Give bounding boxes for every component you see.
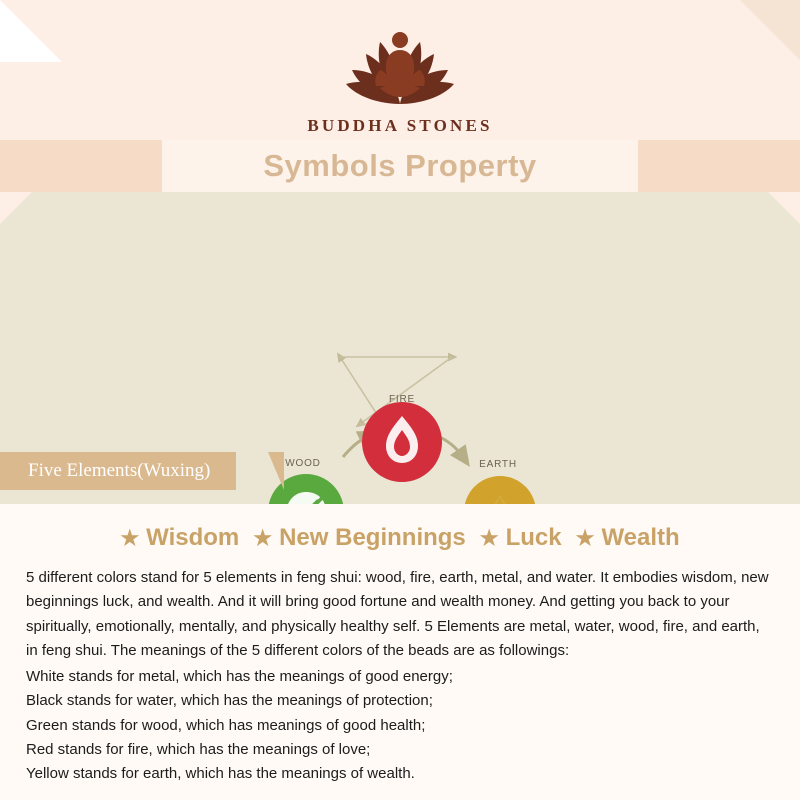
diagram-caption: Five Elements(Wuxing) [0,452,236,490]
label-earth: EARTH [479,459,517,470]
page-title: Symbols Property [263,148,537,183]
page-title-container [162,140,638,192]
meaning-line-water: Black stands for water, which has the meanings of protection; [26,692,433,710]
brand-name: BUDDHA STONES [307,116,493,135]
keyword-wisdom [120,524,239,552]
node-earth [464,476,536,504]
description-paragraph: 5 different colors stand for 5 elements in feng shui: wood, fire, earth, metal, and water. It embodies wisdom, new beginnings luck, and wealth. And it will bring good fortune and wealth money. And getting you back to your spiritually, emotionally, mentally, and physically healthy self. 5 Elements are metal, water, wood, fire, and earth, in feng shui. The meanings of the 5 different colors of the beads are as followings: [26,569,769,659]
keyword-new-beginnings [253,524,466,552]
lotus-buddha-icon [320,18,480,114]
ribbon-tail [268,452,284,490]
node-fire [362,402,442,482]
star-icon: ★ [120,526,140,550]
meaning-line-earth: Yellow stands for earth, which has the meanings of wealth. [26,765,415,783]
panel-wedge-right [768,192,800,224]
keyword-wealth [576,524,680,552]
meaning-line-metal: White stands for metal, which has the meanings of good energy; [26,668,453,686]
keyword-row [26,524,774,552]
label-fire: FIRE [389,394,415,405]
keyword-label: Wisdom [146,524,240,551]
meaning-list [26,665,774,786]
meaning-line-wood: Green stands for wood, which has meanings of good health; [26,716,426,734]
star-icon: ★ [479,526,499,550]
brand-header [0,18,800,138]
keyword-label: Wealth [601,524,680,551]
label-wood: WOOD [285,458,321,469]
keyword-label: New Beginnings [279,524,466,551]
star-icon: ★ [253,526,273,550]
star-icon: ★ [575,526,595,550]
panel-wedge-left [0,192,32,224]
keyword-luck [480,524,562,552]
meaning-line-fire: Red stands for fire, which has the meanings of love; [26,741,371,759]
body-section [0,504,800,800]
keyword-label: Luck [505,524,562,551]
